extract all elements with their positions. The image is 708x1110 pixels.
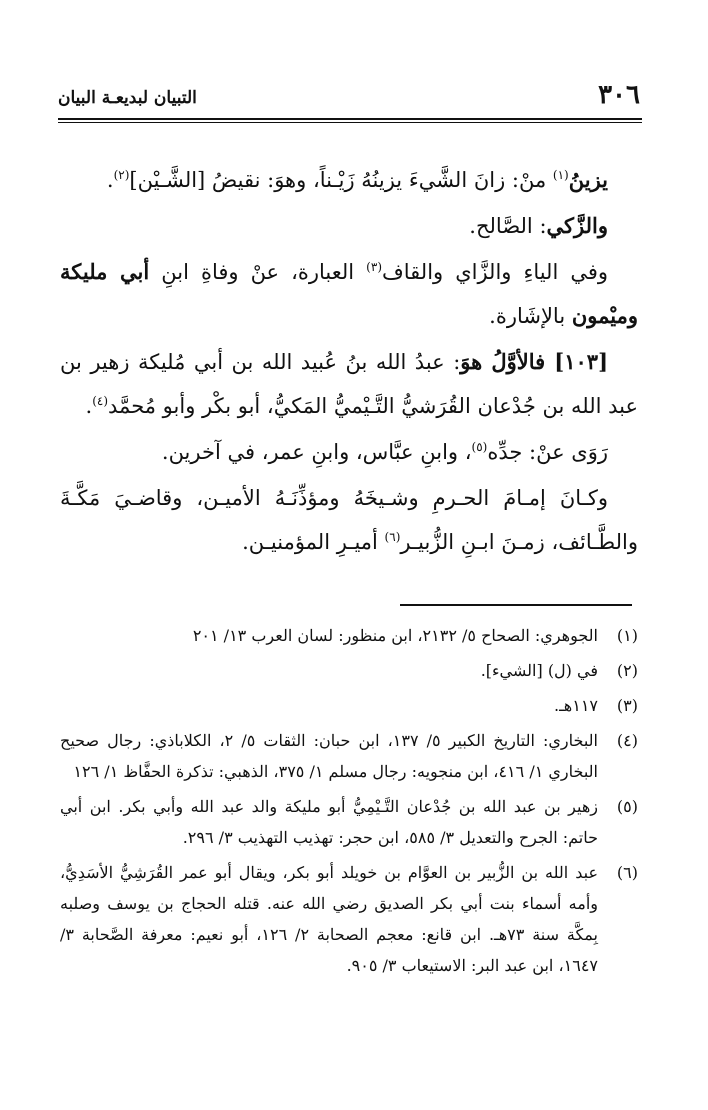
paragraph-end: .	[85, 394, 93, 418]
footnote	[60, 857, 638, 981]
footnote-text: في (ل) [الشيء].	[480, 661, 598, 680]
footnote-number: (٥)	[616, 797, 638, 816]
term-yazin: يزينُ	[568, 167, 608, 192]
paragraph-imam	[60, 476, 638, 564]
footnote-number: (٢)	[616, 661, 638, 680]
paragraph-text: منْ: زانَ الشَّيءَ يزينُهُ زَيْـناً، وهوَ: نقيضُ [الشَّـيْن]	[129, 168, 553, 192]
paragraph-yazin	[60, 158, 638, 202]
footnote-number: (١)	[616, 626, 638, 645]
paragraph-text: وفي الياءِ والزَّاي والقاف	[382, 260, 609, 284]
footnote-text: البخاري: التاريخ الكبير ٥/ ١٣٧، ابن حبان: الثقات ٥/ ٢، الكلاباذي: رجال صحيح البخاري ١/ ٤١٦، ابن منجويه: رجال مسلم ١/ ٣٧٥، الذهبي: تذكرة الحفَّاظ ١/ ١٢٦	[60, 731, 598, 781]
footnote	[60, 690, 638, 721]
paragraph-text: أميـرِ المؤمنيـن.	[242, 530, 385, 554]
names-bold: أبي مليكة وميْمون	[60, 259, 638, 328]
running-title: التبيان لبديعـة البيان	[58, 88, 197, 108]
paragraph-text: : عبدُ الله بنُ عُبيد الله بن أبي مُليكة زهير بن عبد الله بن جُدْعان القُرَشيُّ التَّـيْميُّ المَكيُّ، أبو بكْر وأبو مُحمَّد	[60, 350, 638, 418]
footnote-number: (٤)	[616, 731, 638, 750]
footnote-ref-4[interactable]: (٤)	[92, 394, 109, 408]
footnote	[60, 791, 638, 853]
main-text	[60, 158, 638, 566]
footnote-ref-3[interactable]: (٣)	[366, 260, 382, 274]
header-rule-thin	[58, 122, 642, 123]
footnote-text: ١١٧هـ.	[554, 696, 598, 715]
footnote-ref-6[interactable]: (٦)	[384, 530, 401, 544]
page-header	[58, 78, 640, 114]
paragraph-letters	[60, 250, 638, 338]
paragraph-entry-103	[60, 340, 638, 428]
footnote	[60, 655, 638, 686]
footnote-ref-1[interactable]: (١)	[552, 168, 569, 182]
paragraph-text: وكـانَ إمـامَ الحـرمِ وشـيخَهُ ومؤذِّنَـهُ الأميـن، وقاضـيَ مَكَّـةَ والطَّـائف، زمـنَ ابـنِ الزُّبيـر	[60, 486, 638, 554]
footnote-ref-5[interactable]: (٥)	[471, 440, 488, 454]
footnote-text: زهير بن عبد الله بن جُدْعان التَّـيْمِيُّ أبو مليكة والد عبد الله وأبي بكر. ابن أبي حاتم: الجرح والتعديل ٣/ ٥٨٥، ابن حجر: تهذيب التهذيب ٣/ ٢٩٦.	[60, 797, 599, 847]
entry-heading-103: [١٠٣] فالأوَّلُ هوَ	[460, 349, 609, 374]
footnote-separator	[400, 604, 632, 606]
paragraph-zaki	[60, 204, 638, 248]
paragraph-end: .	[106, 168, 114, 192]
footnote	[60, 620, 638, 651]
paragraph-text: رَوَى عنْ: جدِّه	[487, 440, 608, 464]
paragraph-text: العبارة، عنْ وفاةِ ابنِ	[149, 260, 367, 284]
footnote-text: عبد الله بن الزُّبير بن العوَّام بن خويلد أبو بكر، ويقال أبو عمر القُرَشِيُّ الأسَدِيُّ، وأمه أسماء بنت أبي بكر الصديق رضي الله عنه. قتله الحجاج بن يوسف وصلبه بِمكَّة سنة ٧٣هـ. ابن قانع: معجم الصحابة ٢/ ١٢٦، أبو نعيم: معرفة الصَّحابة ٣/ ١٦٤٧، ابن عبد البر: الاستيعاب ٣/ ٩٠٥.	[60, 863, 599, 975]
header-rule	[58, 118, 642, 120]
paragraph-text: بالإشَارة.	[489, 304, 572, 328]
term-zaki: والزَّكي	[546, 213, 608, 238]
footnote	[60, 725, 638, 787]
footnote-ref-2[interactable]: (٢)	[113, 168, 130, 182]
footnotes	[60, 620, 638, 985]
footnote-text: الجوهري: الصحاح ٥/ ٢١٣٢، ابن منظور: لسان العرب ١٣/ ٢٠١	[192, 626, 598, 645]
paragraph-text: ، وابنِ عبَّاس، وابنِ عمر، في آخرين.	[161, 440, 472, 464]
paragraph-text: : الصَّالح.	[469, 214, 547, 238]
paragraph-narrated	[60, 430, 638, 474]
page-number: ٣٠٦	[598, 80, 640, 110]
footnote-number: (٦)	[616, 863, 638, 882]
footnote-number: (٣)	[616, 696, 638, 715]
